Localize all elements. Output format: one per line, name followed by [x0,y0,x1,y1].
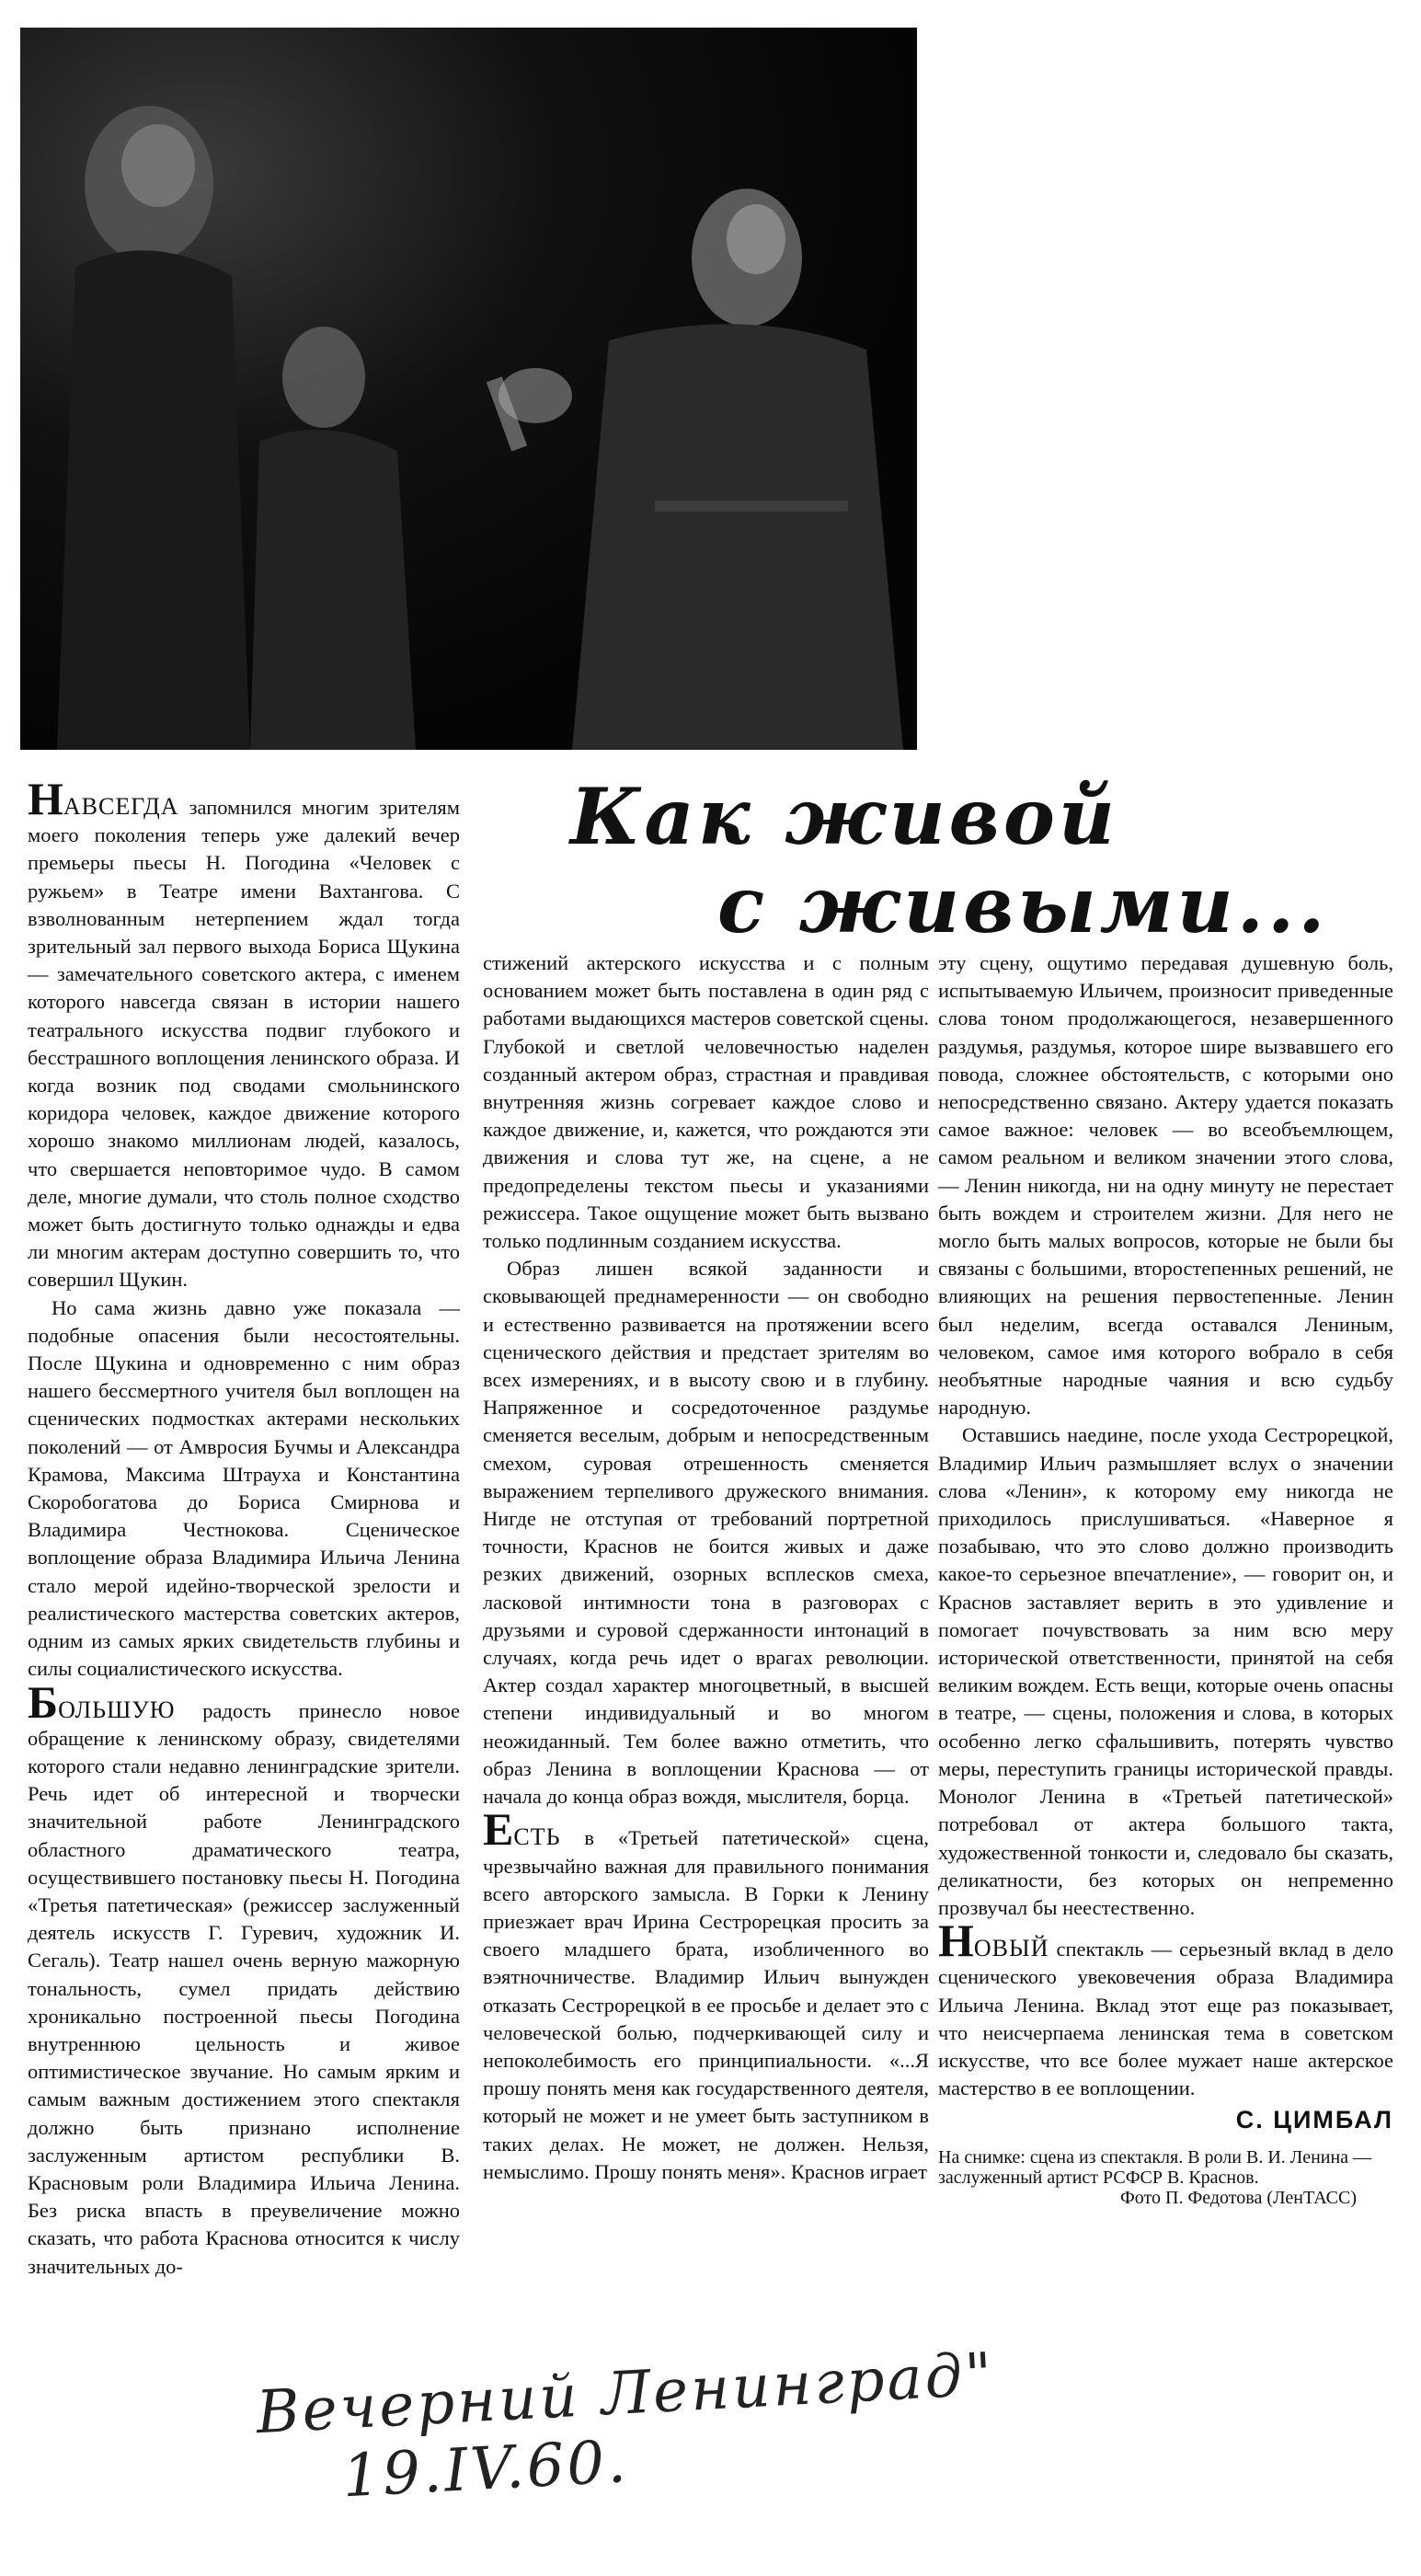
drop-cap: Н [28,773,63,824]
headline-line-1: Как живой [570,771,1118,862]
paragraph [28,1675,460,2281]
author-signature: С. ЦИМБАЛ [1235,2106,1393,2134]
article-column-1 [28,773,460,2281]
paragraph [28,773,460,1294]
handwritten-newspaper-title: Вечерний Ленинград" [254,2340,997,2448]
photo-credit: Фото П. Федотова (ЛенТАСС) [1120,2187,1357,2208]
paragraph: Оставшись наедине, после ухода Сестрорецкой, Владимир Ильич размышляет вслух о значении слова «Ленин», к которому ему никогда не приходилось прислушиваться. «Наверное я позабываю, что это слово должно производить какое-то серьезное впечатление», — говорит он, и Краснов заставляет верить в это удивление и помогает почувствовать за ним всю меру исторической ответственности, принятой на себя великим вождем. Есть вещи, которые очень опасны в театре, — сцены, положения и слова, в которых особенно легко сфальшивить, потерять чувство меры, переступить границы исторической правды. Монолог Ленина в «Третьей патетической» потребовал от актера большого такта, художественной тонкости и, следовало бы сказать, деликатности, без которых он непременно прозвучал бы неестественно. [938,1423,1393,1919]
paragraph: Но сама жизнь давно уже показала — подобные опасения были несостоятельны. После Щукина и одновременно с ним образ нашего бессмертного учителя был воплощен на сценических подмостках актерами нескольких поколений — от Амвросия Бучмы и Александра Крамова, Максима Штрауха и Константина Скоробогатова до Бориса Смирнова и Владимира Честнокова. Сценическое воплощение образа Владимира Ильича Ленина стало мерой идейно-творческой зрелости и реалистического мастерства советских актеров, одним из самых ярких свидетельств глубины и силы социалистического искусства. [28,1295,460,1681]
paragraph: Образ лишен всякой заданности и сковывающей преднамеренности — он свободно и естественно развивается на протяжении всего сценического действия и предстает зрителям во всех измерениях, и в высоту свою и в глубину. Напряженное и сосредоточенное раздумье сменяется веселым, добрым и непосредственным смехом, суровая отрешенность сменяется выражением терпеливого дружеского внимания. Нигде не отступая от требований портретной точности, Краснов не боится живых и даже резких движений, озорных всплесков смеха, ласковой интимности тона в разговорах с друзьями и суровой сдержанности интонаций в случаях, когда речь идет о врагах революции. Актер создал характер многоцветный, в высшей степени индивидуальный и во многом неожиданный. Тем более важно отметить, что образ Ленина в воплощении Краснова — от начала до конца образ вождя, мыслителя, борца. [483,1257,929,1809]
drop-cap: Е [483,1803,514,1856]
theatre-scene-photo [20,28,917,750]
theatre-scene-photo-icon [20,28,917,750]
article-column-3 [938,949,1393,2208]
paragraph: эту сцену, ощутимо передавая душевную боль, испытываемую Ильичем, произносит приведенные слова тоном продолжающегося, незавершенного раздумья, раздумья, которое шире вызвавшего его повода, сложнее обстоятельств, с которыми оно непосредственно связано. Актеру удается показать самое важное: человек — во всеобъемлющем, самом реальном и великом значении этого слова, — Ленин никогда, ни на одну минуту не перестает быть вождем и строителем жизни. Для него не могло быть малых вопросов, которые не были бы связаны с большими, второстепенных решений, не влияющих на решения первостепенные. Ленин был неделим, всегда оставался Лениным, человеком, самое имя которого вобрало в себя необъятные народные чаяния и всю судьбу народную. [938,951,1393,1420]
paragraph-text: запомнился многим зрителям моего поколения теперь уже далекий вечер премьеры пьесы Н. Погодина «Человек с ружьем» в Театре имени Вахтангова. С взволнованным нетерпением ждал тогда зрительный зал первого выхода Бориса Щукина — замечательного советского актера, с именем которого навсегда связан в истории нашего театрального искусства подвиг глубокого и бесстрашного воплощения ленинского образа. И когда возник под сводами смольнинского коридора человек, каждое движение которого хорошо знакомо миллионам людей, казалось, что свершается неповторимое чудо. В самом деле, многие думали, что столь полное сходство может быть достигнуто только однажды и едва ли многим актерам доступно совершить то, что совершил Щукин. [28,796,460,1292]
paragraph [938,1915,1393,2102]
paragraph-text: спектакль — серьезный вклад в дело сценического увековечения образа Владимира Ильича Ленина. Вклад этот еще раз показывает, что неисчерпаема ленинская тема в советском искусстве, что все более мужает наше актерское мастерство в ее воплощении. [938,1938,1393,2100]
lead-word: ОЛЬШУЮ [58,1696,176,1723]
headline-line-2: с живыми... [717,859,1329,950]
handwritten-date: 19.IV.60. [340,2428,631,2512]
article-column-2 [483,949,929,2186]
lead-word: ОВЫЙ [973,1935,1049,1962]
lead-word: СТЬ [513,1823,561,1851]
lead-word: АВСЕГДА [63,793,179,820]
drop-cap: Н [938,1915,974,1967]
article-headline [552,773,1380,949]
drop-cap: Б [28,1675,59,1728]
paragraph: стижений актерского искусства и с полным основанием может быть поставлена в один ряд с работами выдающихся мастеров советской сцены. Глубокой и светлой человечностью наделен созданный актером образ, страстная и правдивая внутренняя жизнь согревает каждое слово и каждое движение, и, кажется, что рождаются эти движения и слова тут же, на сцене, а не предопределены текстом пьесы и указаниями режиссера. Такое ощущение может быть вызвано только подлинным созданием искусства. [483,951,929,1253]
photo-caption [938,2147,1393,2208]
handwritten-annotation [255,2331,1180,2515]
paragraph-text: в «Третьей патетической» сцена, чрезвычайно важная для правильного понимания всего авторского замысла. В Горки к Ленину приезжает врач Ирина Сестрорецкая просить за своего младшего брата, изобличенного во вэятночничестве. Владимир Ильич вынужден отказать Сестрорецкой в ее просьбе и делает это с человеческой болью, подчеркивающей силу и непоколебимость его принципиальности. «...Я прошу понять меня как государственного деятеля, который не может и не умеет быть заступником в таких делах. Не может, не должен. Нельзя, немыслимо. Прошу понять меня». Краснов играет [483,1826,929,2183]
caption-text: На снимке: сцена из спектакля. В роли В. И. Ленина — заслуженный артист РСФСР В. Краснов. [938,2146,1372,2188]
paragraph [483,1803,929,2186]
paragraph-text: радость принесло новое обращение к ленинскому образу, свидетелями которого стали недавно ленинградские зрители. Речь идет об интересной и творчески значительной работе Ленинградского областного драматического театра, осуществившего постановку пьесы Н. Погодина «Третья патетическая» (режиссер заслуженный деятель искусств Г. Гуревич, художник И. Сегаль). Театр нашел очень верную мажорную тональность, сумел придать действию хроникально построенной пьесы Погодина внутреннюю цельность и живое оптимистическое звучание. Но самым ярким и самым важным достижением этого спектакля должно быть признано исполнение заслуженным артистом республики В. Красновым роли Владимира Ильича Ленина. Без риска впасть в преувеличение можно сказать, что работа Краснова относится к числу значительных до- [28,1698,460,2278]
